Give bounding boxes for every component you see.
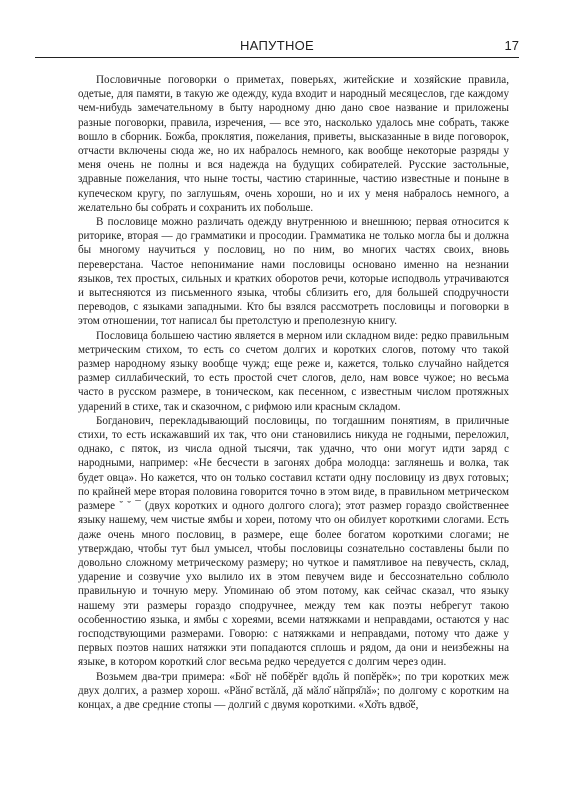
paragraph: Возьмем два-три примера: «Бо̆г нӗ побӗрӗг вдо̆ль й попӗрӗк»; по три коротких меж двух долгих, а размер хорош. «Рӑно̆ встӑлӑ, дӑ мӑло̆ нӑпря̆лӑ»; по долгому с коротким на концах, а две средние стопы — долгий с двумя короткими. «Хо̆ть вдво̆ӗ, (78, 670, 509, 711)
paragraph: Пословица большею частию является в мерном или складном виде: редко правильным метрическим стихом, то есть со счетом долгих и коротких слогов, потому что такой размер народному языку вообще чужд; еще реже и, кажется, только случайно найдется размер силлабический, то есть простой счет слогов, дело, нам вовсе чужое; но весьма часто в русском размере, в тоническом, как песенном, с известным числом протяжных ударений в стихе, так и сказочном, с рифмою или красным складом. (78, 329, 509, 413)
paragraph: В пословице можно различать одежду внутреннюю и внешнюю; первая относится к риторике, вторая — до грамматики и просодии. Грамматика не только могла бы и должна бы многому научиться у пословиц, но по ним, во многих частях своих, вновь переверстана. Частое непонимание нами пословицы основано именно на незнании языков, тех простых, сильных и кратких оборотов речи, которые исподволь утрачиваются и вытесняются из письменного языка, чтобы сблизить его, для большей сподручности переводов, с языками западными. Кто бы взялся рассмотреть пословицы и поговорки в этом отношении, тот написал бы претолстую и прeполезную книгу. (78, 216, 509, 328)
chapter-title: НАПУТНОЕ (239, 38, 315, 53)
header-rule (35, 57, 519, 58)
paragraph: Пословичные поговорки о приметах, поверьях, житейские и хозяйские правила, одетые, для памяти, в такую же одежду, куда входит и народный месяцеслов, где каждому чем-нибудь замечательному в быту народному дню дано свое название и приложены разные поговорки, правила, изречения, — все это, насколько удалось мне собрать, также вошло в сборник. Божба, проклятия, пожелания, приветы, высказанные в виде поговорок, отчасти включены сюда же, но их набралось немного, как вообще некоторые разряды у меня очень не полны и вся надежда на будущих собирателей. Русские застольные, здравные пожелания, что ныне тосты, частию старинные, частию известные и поныне в купеческом кругу, по заглушьям, очень хороши, но и их у меня набралось немного, а желательно бы собрать и сохранить их побольше. (78, 74, 509, 214)
paragraph: Богданович, перекладывающий пословицы, по тогдашним понятиям, в приличные стихи, то есть искажавший их так, что они становились никуда не годными, переложил, однако, с пяток, из числа одной тысячи, так удачно, что они могут идти заряд с народными, например: «Не бесчести в загонях добра молодца: заглянешь и волка, так будет овца». Но кажется, что он только составил кстати одну пословицу из двух готовых; по крайней мере вторая половина говорится точно в этом виде, в правильном метрическом размере ˘ ˘ ¯ (двух коротких и одного долгого слога); этот размер гораздо свойственнее языку нашему, чем чистые ямбы и хореи, потому что он обилует короткими слогами. Есть даже очень много пословиц, в размере, еще более богатом короткими слогами; не утверждаю, чтобы тут был умысел, чтобы пословицы сознательно составлены были по довольно сложному метрическому размеру; но чуткое и памятливое на певучесть, склад, ударение и созвучие ухо вылило их в этом певучем виде и бессознательно соблюло правильную и точную меру. Упоминаю об этом потому, как сейчас сказал, что языку нашему эти размеры гораздо сподручнее, между тем как поэты небрегут такою особенностию языка, и ямбы с хореями, всеми натяжками и неправдами, остаются у нас господствующими размерами. Говорю: с натяжками и неправдами, потому что даже у первых поэтов наших натяжки эти попадаются сплошь и рядом, да они и неизбежны на языке, в котором короткий слог весьма редко чередуется с долгим через один. (78, 414, 509, 669)
body-text (78, 73, 509, 712)
running-header (35, 35, 519, 57)
page-number: 17 (504, 38, 519, 53)
